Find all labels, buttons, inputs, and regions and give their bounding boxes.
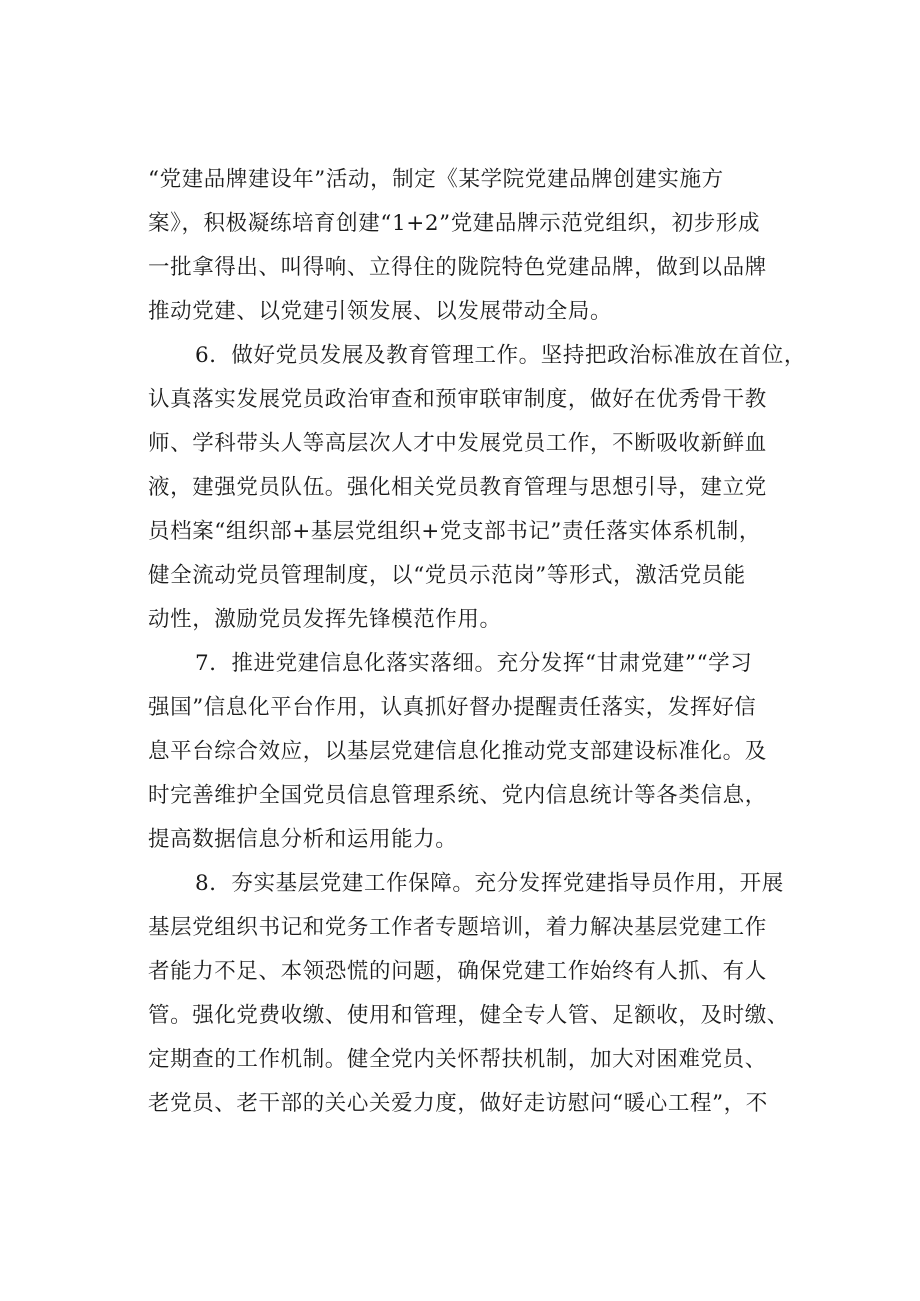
text-line: 健全流动党员管理制度，以“党员示范岗”等形式，激活党员能 xyxy=(148,563,746,588)
text-line: 提高数据信息分析和运用能力。 xyxy=(148,827,458,852)
text-line: 员档案“组织部+基层党组织+党支部书记”责任落实体系机制， xyxy=(148,519,761,544)
text-line: 息平台综合效应，以基层党建信息化推动党支部建设标准化。及 xyxy=(148,739,767,764)
text-line: 时完善维护全国党员信息管理系统、党内信息统计等各类信息， xyxy=(148,783,767,808)
text-line: 定期查的工作机制。健全党内关怀帮扶机制，加大对困难党员、 xyxy=(148,1047,767,1072)
text-line: 基层党组织书记和党务工作者专题培训，着力解决基层党建工作 xyxy=(148,915,767,940)
text-line: 老党员、老干部的关心关爱力度，做好走访慰问“暖心工程”，不 xyxy=(148,1091,768,1116)
text-line: 管。强化党费收缴、使用和管理，健全专人管、足额收，及时缴、 xyxy=(148,1003,789,1028)
text-line: 一批拿得出、叫得响、立得住的陇院特色党建品牌，做到以品牌 xyxy=(148,255,767,280)
text-line: 认真落实发展党员政治审查和预审联审制度，做好在优秀骨干教 xyxy=(148,387,767,412)
paragraph-8-heading-line: 8．夯实基层党建工作保障。充分发挥党建指导员作用，开展 xyxy=(195,871,784,896)
text-line: 推动党建、以党建引领发展、以发展带动全局。 xyxy=(148,299,613,324)
paragraph-7-heading-line: 7．推进党建信息化落实落细。充分发挥“甘肃党建”“学习 xyxy=(195,651,753,676)
text-line: 者能力不足、本领恐慌的问题，确保党建工作始终有人抓、有人 xyxy=(148,959,767,984)
text-line: 师、学科带头人等高层次人才中发展党员工作，不断吸收新鲜血 xyxy=(148,431,767,456)
text-line: 液，建强党员队伍。强化相关党员教育管理与思想引导，建立党 xyxy=(148,475,767,500)
text-line: “党建品牌建设年”活动，制定《某学院党建品牌创建实施方 xyxy=(148,167,724,192)
text-line: 动性，激励党员发挥先锋模范作用。 xyxy=(148,607,502,632)
paragraph-6-heading-line: 6．做好党员发展及教育管理工作。坚持把政治标准放在首位， xyxy=(195,343,806,368)
text-line: 案》，积极凝练培育创建“1+2”党建品牌示范党组织，初步形成 xyxy=(148,211,761,236)
text-line: 强国”信息化平台作用，认真抓好督办提醒责任落实，发挥好信 xyxy=(148,695,757,720)
